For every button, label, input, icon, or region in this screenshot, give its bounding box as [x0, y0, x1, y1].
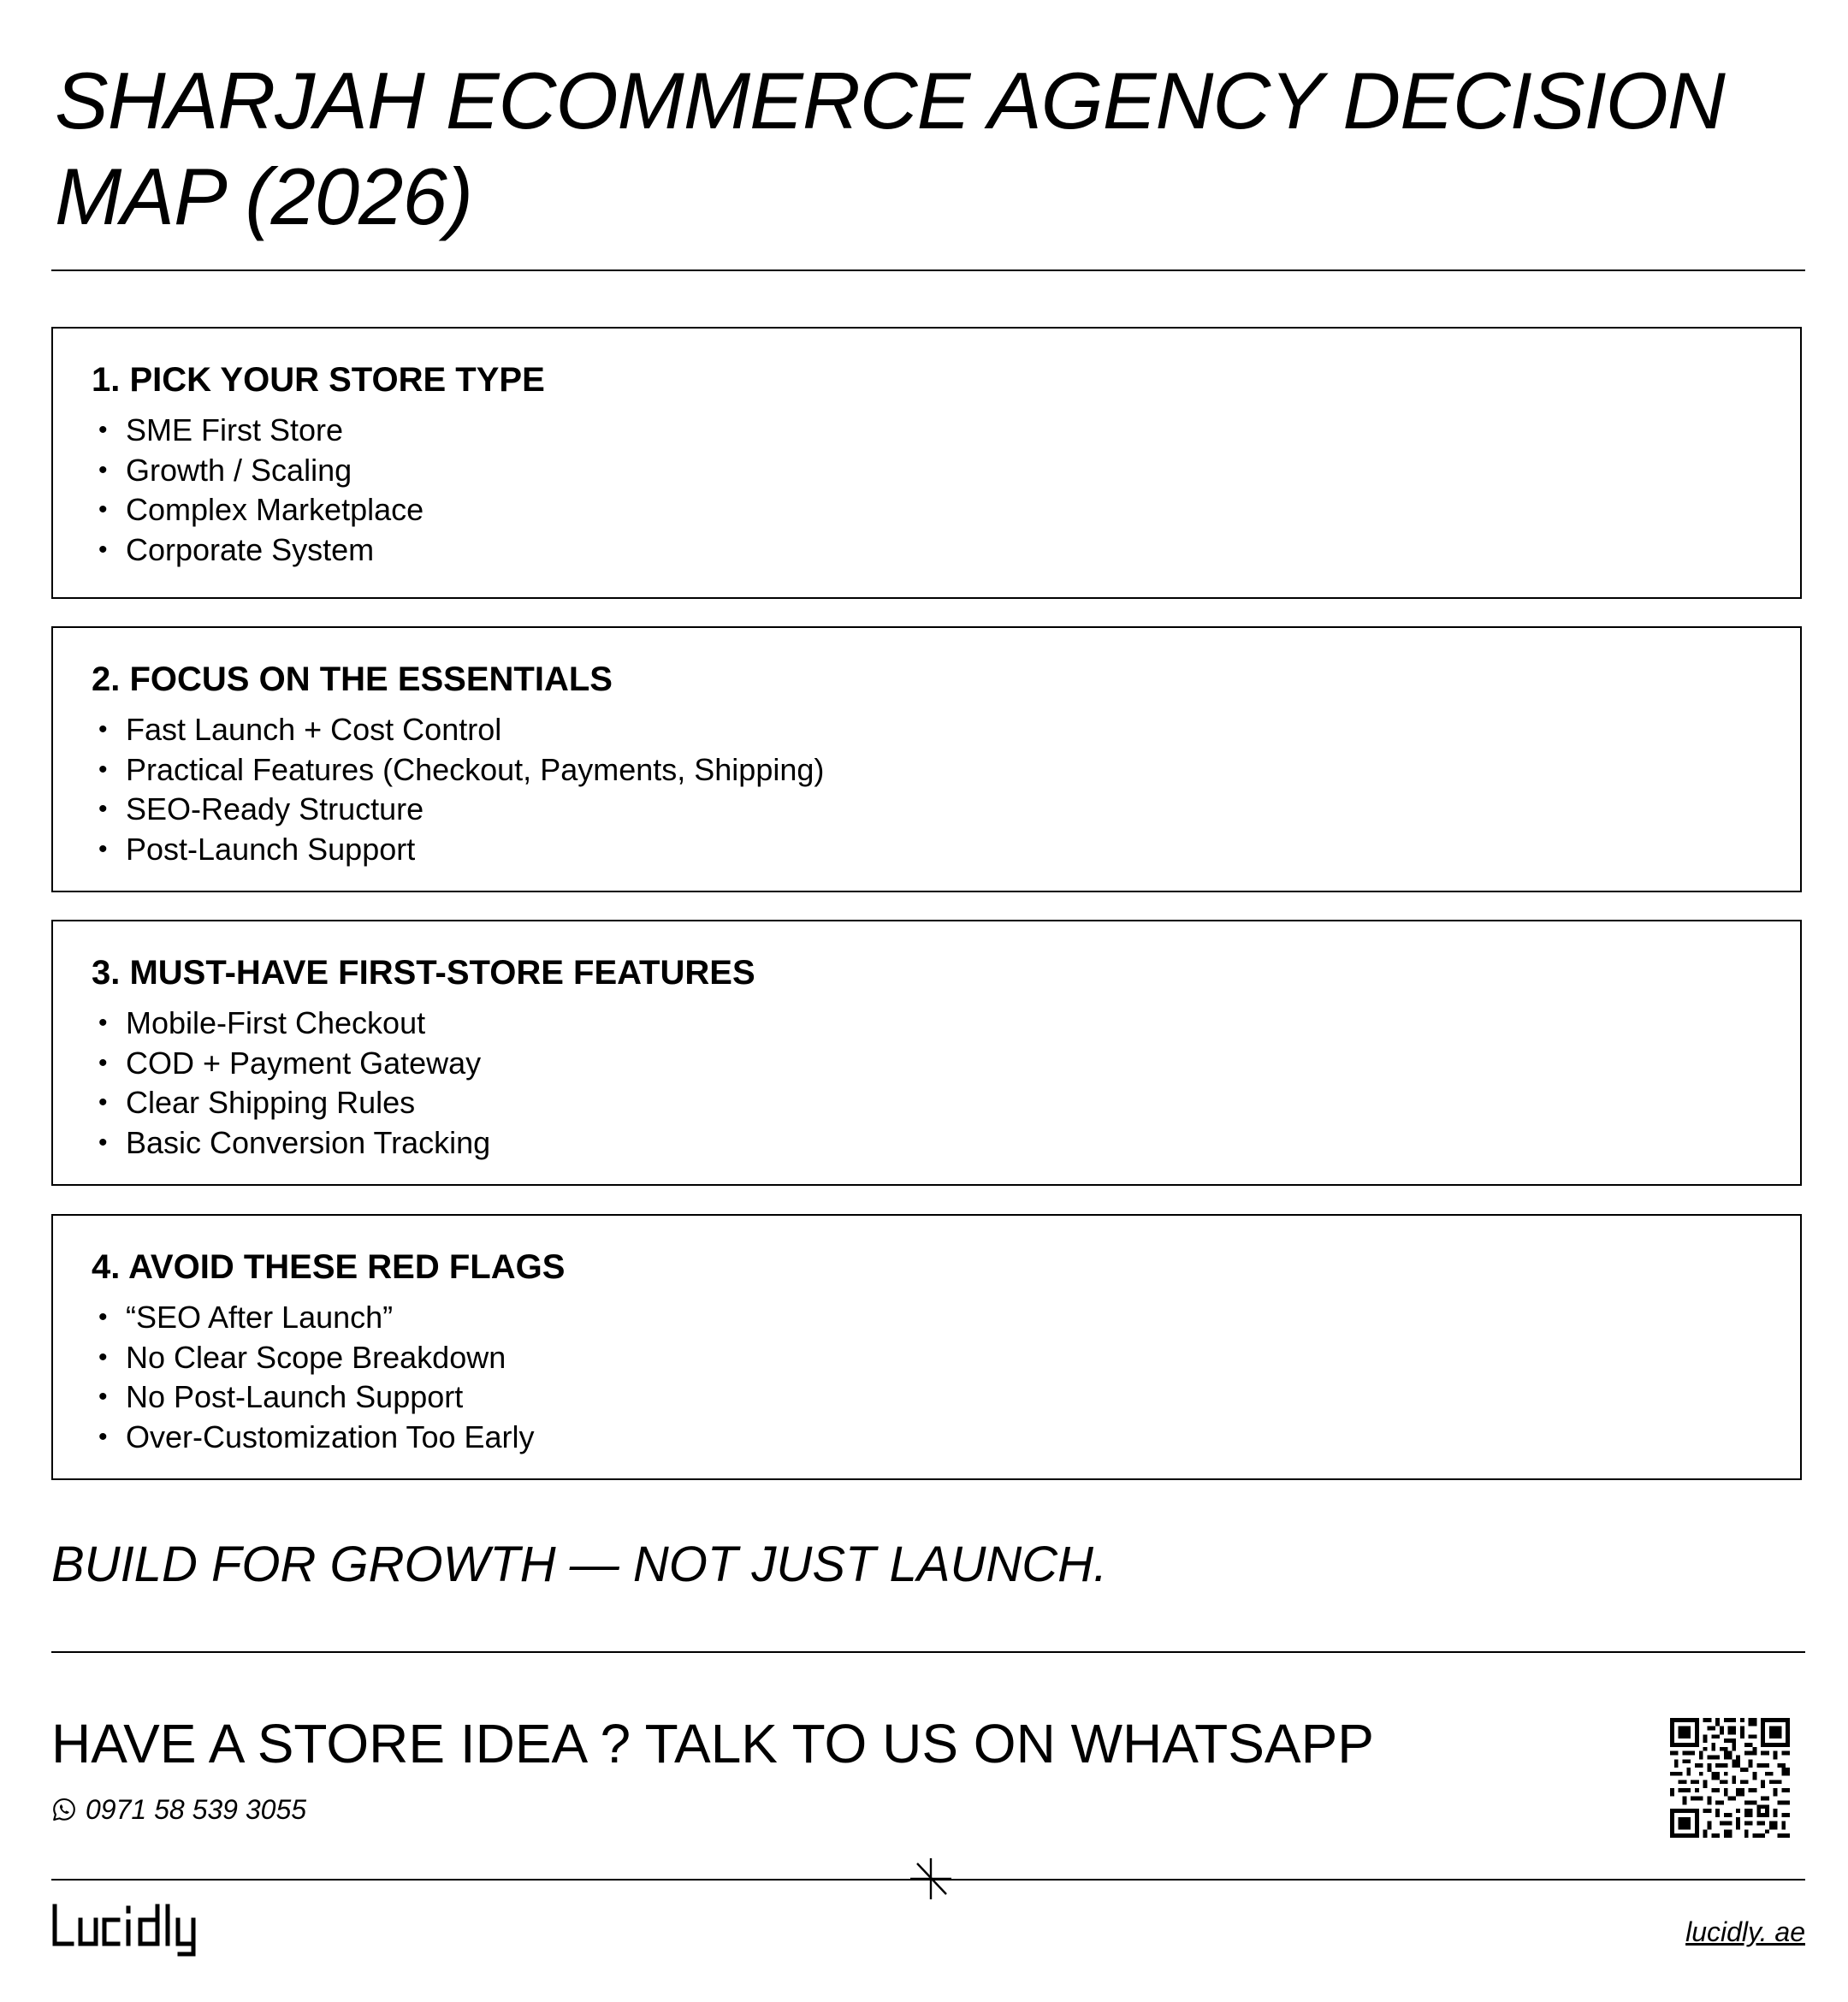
list-item — [92, 1298, 535, 1338]
list-item-text: Fast Launch + Cost Control — [126, 712, 502, 747]
bullet-icon: • — [98, 1088, 108, 1116]
tagline: BUILD FOR GROWTH — NOT JUST LAUNCH. — [51, 1537, 1108, 1592]
sparkle-icon — [907, 1855, 955, 1903]
top-divider — [51, 270, 1805, 271]
section-essentials — [51, 626, 1802, 892]
bullet-icon: • — [98, 715, 108, 743]
bullet-icon: • — [98, 1383, 108, 1411]
bullet-icon: • — [98, 795, 108, 823]
list-item-text: Complex Marketplace — [126, 492, 424, 527]
list-item — [92, 490, 424, 530]
list-item-text: Clear Shipping Rules — [126, 1085, 416, 1120]
list-item — [92, 1418, 535, 1458]
list-item-text: Growth / Scaling — [126, 452, 352, 488]
section-list — [92, 710, 824, 869]
bullet-icon: • — [98, 1048, 108, 1077]
section-heading: 2. FOCUS ON THE ESSENTIALS — [92, 660, 613, 698]
bullet-icon: • — [98, 834, 108, 863]
bullet-icon: • — [98, 455, 108, 484]
bullet-icon: • — [98, 535, 108, 564]
section-heading: 1. PICK YOUR STORE TYPE — [92, 361, 545, 399]
list-item — [92, 710, 824, 750]
section-store-type — [51, 327, 1802, 599]
bullet-icon: • — [98, 755, 108, 784]
list-item — [92, 411, 424, 451]
section-heading: 3. MUST-HAVE FIRST-STORE FEATURES — [92, 954, 755, 992]
website-link[interactable]: lucidly. ae — [1685, 1916, 1805, 1947]
list-item — [92, 830, 824, 870]
section-list — [92, 1004, 490, 1163]
list-item — [92, 1004, 490, 1044]
list-item-text: “SEO After Launch” — [126, 1300, 394, 1335]
list-item — [92, 1083, 490, 1123]
list-item-text: No Clear Scope Breakdown — [126, 1339, 506, 1375]
list-item-text: No Post-Launch Support — [126, 1379, 464, 1414]
list-item — [92, 1377, 535, 1418]
bullet-icon: • — [98, 1128, 108, 1157]
cta-heading: HAVE A STORE IDEA ? TALK TO US ON WHATSAPP — [51, 1713, 1374, 1774]
list-item — [92, 1044, 490, 1084]
list-item-text: SEO-Ready Structure — [126, 791, 424, 826]
bullet-icon: • — [98, 1303, 108, 1331]
bullet-icon: • — [98, 1009, 108, 1037]
section-heading: 4. AVOID THESE RED FLAGS — [92, 1248, 566, 1286]
list-item-text: Mobile-First Checkout — [126, 1005, 426, 1040]
list-item-text: SME First Store — [126, 412, 344, 447]
section-list — [92, 411, 424, 570]
middle-divider — [51, 1651, 1805, 1653]
bullet-icon: • — [98, 1342, 108, 1371]
decision-map-page — [51, 0, 1805, 2002]
whatsapp-icon — [51, 1797, 77, 1822]
list-item — [92, 1338, 535, 1378]
phone-number[interactable]: 0971 58 539 3055 — [86, 1794, 307, 1825]
lucidly-logo[interactable] — [51, 1901, 202, 1959]
section-list — [92, 1298, 535, 1457]
list-item — [92, 750, 824, 791]
list-item — [92, 451, 424, 491]
bullet-icon: • — [98, 495, 108, 524]
list-item-text: COD + Payment Gateway — [126, 1045, 482, 1081]
bullet-icon: • — [98, 416, 108, 444]
list-item-text: Post-Launch Support — [126, 831, 416, 867]
list-item-text: Basic Conversion Tracking — [126, 1124, 491, 1160]
page-title: SHARJAH ECOMMERCE AGENCY DECISION MAP (2026) — [55, 56, 1725, 241]
section-must-have-features — [51, 920, 1802, 1186]
list-item-text: Corporate System — [126, 531, 375, 567]
list-item — [92, 790, 824, 830]
list-item — [92, 1123, 490, 1164]
section-red-flags — [51, 1214, 1802, 1480]
qr-code-icon[interactable] — [1670, 1718, 1790, 1838]
whatsapp-contact[interactable] — [51, 1792, 306, 1827]
list-item — [92, 530, 424, 571]
bullet-icon: • — [98, 1422, 108, 1451]
list-item-text: Over-Customization Too Early — [126, 1419, 535, 1454]
list-item-text: Practical Features (Checkout, Payments, Shipping) — [126, 751, 825, 787]
